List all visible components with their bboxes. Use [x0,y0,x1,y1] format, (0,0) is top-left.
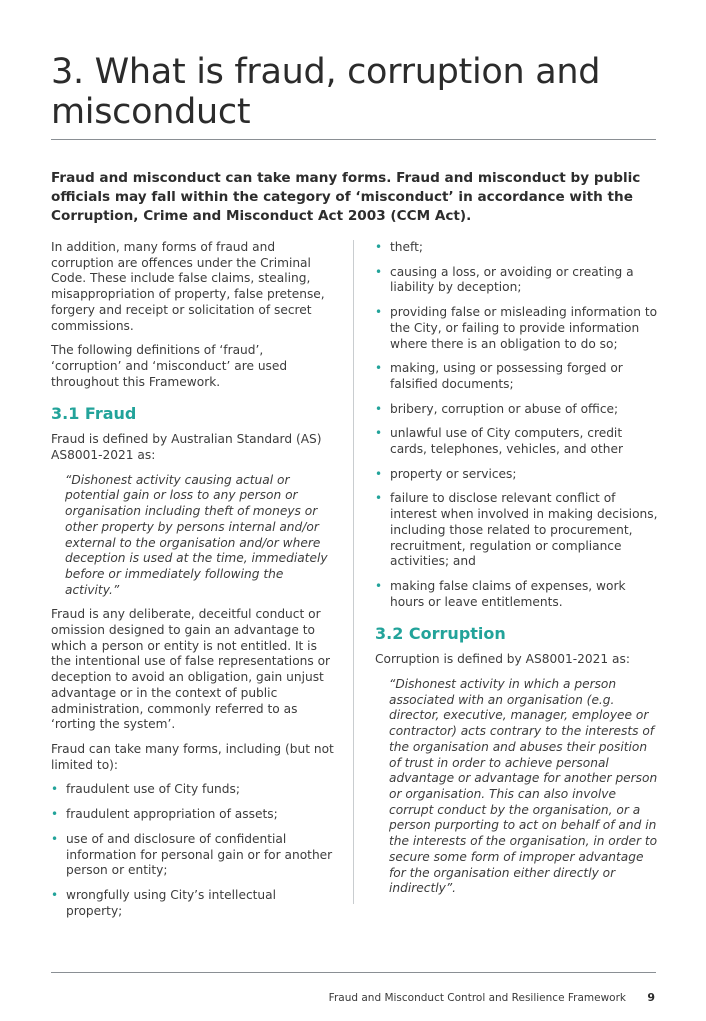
page-title: 3. What is fraud, corruption and misconduct [51,52,601,132]
list-item: • property or services; [375,467,660,483]
list-item: • wrongfully using City’s intellectual property; [51,888,335,919]
title-divider [51,139,656,140]
footer-divider [51,972,656,973]
left-column [51,240,335,928]
list-item: • making false claims of expenses, work hours or leave entitlements. [375,579,660,610]
list-item: • use of and disclosure of confidential information for personal gain or for another person or entity; [51,832,335,879]
fraud-definition-quote: “Dishonest activity causing actual or potential gain or loss to any person or organisation including theft of moneys or other property by persons internal and/or external to the organisation and/or where deception is used at the time, immediately before or immediately following the activity.” [65,472,328,597]
list-item: • causing a loss, or avoiding or creating a liability by deception; [375,265,660,296]
list-item: • making, using or possessing forged or falsified documents; [375,361,660,392]
intro-end: . [466,208,472,224]
fraud-examples-list-continued [375,240,660,610]
footer-document-title: Fraud and Misconduct Control and Resilience Framework [328,992,626,1004]
definition-intro: Corruption is defined by AS8001-2021 as: [375,652,630,667]
intro-bold: (CCM Act) [390,208,467,224]
intro-text: Fraud and misconduct can take many forms. Fraud and misconduct by public officials may fall within the category of ‘misconduct’ in accordance with the Corruption, Crime and Misconduct Act 2003 [51,170,641,224]
list-item: • providing false or misleading information to the City, or failing to provide information where there is an obligation to do so; [375,305,660,352]
list-item: • theft; [375,240,660,256]
page-number: 9 [647,991,655,1004]
paragraph: Fraud can take many forms, including (but not limited to): [51,741,334,772]
fraud-examples-list [51,782,335,919]
column-divider [353,240,354,904]
corruption-definition-quote: “Dishonest activity in which a person associated with an organisation (e.g. director, executive, manager, employee or contractor) acts contrary to the interests of the organisation and abuses their position of trust in order to achieve personal advantage or advantage for another person or organisation. This can also involve corrupt conduct by the organisation, or a person purporting to act on behalf of and in the interests of the organisation, in order to secure some form of improper advantage for the organisation either directly or indirectly”. [389,677,658,896]
list-item: • fraudulent appropriation of assets; [51,807,335,823]
section-heading-corruption: 3.2 Corruption [375,624,506,644]
section-heading-fraud: 3.1 Fraud [51,404,137,424]
paragraph: The following definitions of ‘fraud’, ‘corruption’ and ‘misconduct’ are used throughout this Framework. [51,343,288,389]
paragraph: Fraud is any deliberate, deceitful conduct or omission designed to gain an advantage to which a person or entity is not entitled. It is the intentional use of false representations or deception to avoid an obligation, gain unjust advantage or in the context of public administration, commonly referred to as ‘rorting the system’. [51,607,331,732]
right-column [375,240,660,906]
list-item: • fraudulent use of City funds; [51,782,335,798]
definition-intro: Fraud is defined by Australian Standard (AS) AS8001-2021 as: [51,432,322,463]
list-item: • bribery, corruption or abuse of office; [375,402,660,418]
intro-paragraph [51,169,656,226]
paragraph: In addition, many forms of fraud and corruption are offences under the Criminal Code. These include false claims, stealing, misappropriation of property, false pretense, forgery and receipt or solicitation of secret commissions. [51,240,325,333]
list-item: • failure to disclose relevant conflict of interest when involved in making decisions, including those related to procurement, recruitment, regulation or compliance activities; and [375,491,660,570]
list-item: • unlawful use of City computers, credit cards, telephones, vehicles, and other [375,426,660,457]
